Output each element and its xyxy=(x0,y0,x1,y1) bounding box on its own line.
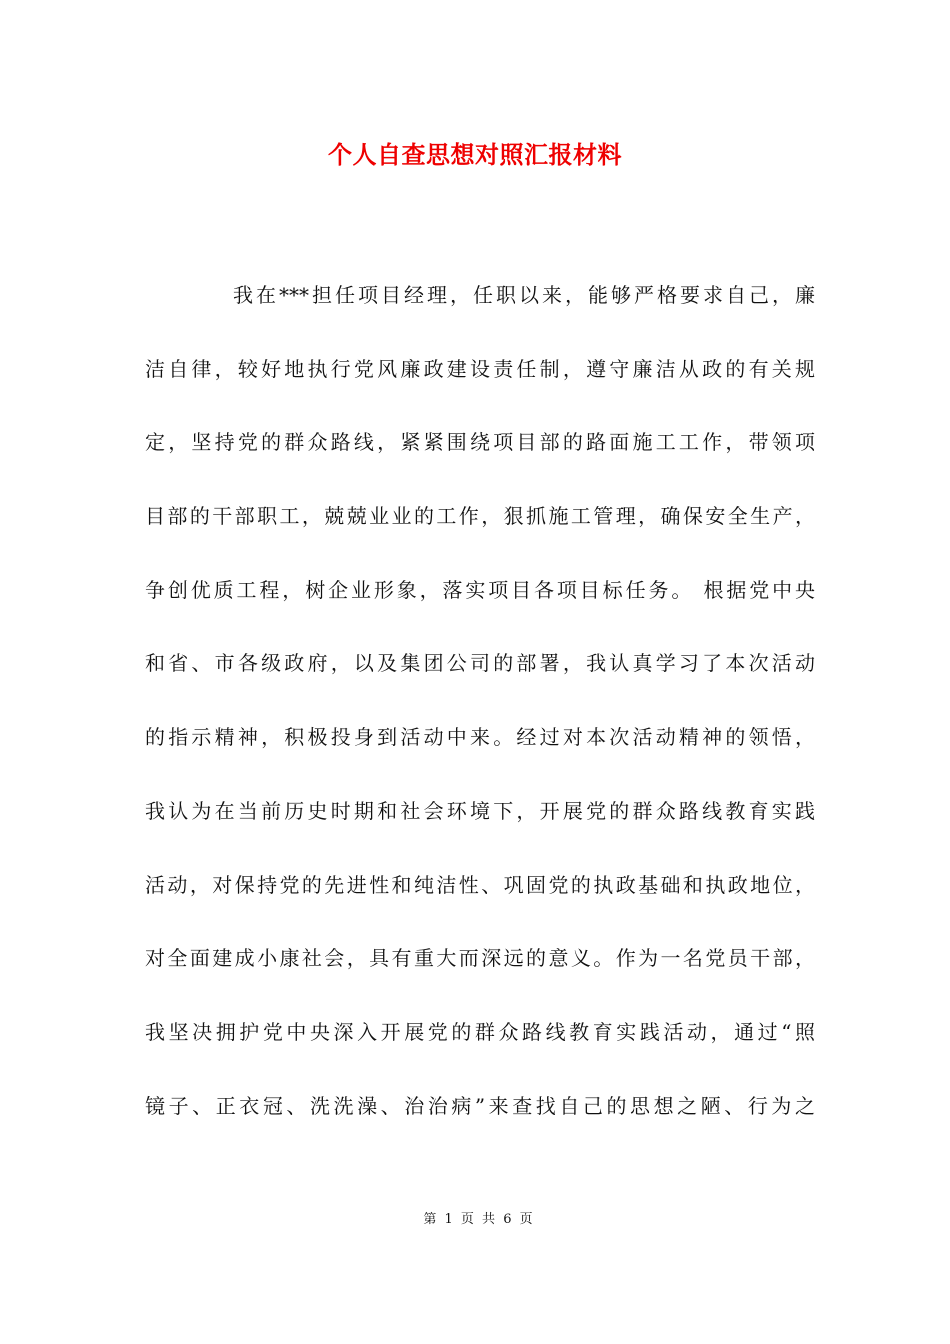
body-line: 镜子、正衣冠、洗洗澡、治治病”来查找自己的思想之陋、行为之 xyxy=(145,1093,815,1118)
body-line: 争创优质工程，树企业形象，落实项目各项目标任务。 根据党中央 xyxy=(145,577,815,602)
body-line: 和省、市各级政府，以及集团公司的部署，我认真学习了本次活动 xyxy=(145,651,815,676)
body-line: 活动，对保持党的先进性和纯洁性、巩固党的执政基础和执政地位， xyxy=(145,872,815,897)
document-title: 个人自查思想对照汇报材料 xyxy=(328,140,622,169)
body-line: 我认为在当前历史时期和社会环境下，开展党的群众路线教育实践 xyxy=(145,798,815,823)
body-line: 定，坚持党的群众路线，紧紧围绕项目部的路面施工工作，带领项 xyxy=(145,430,815,455)
page-number-footer: 第 1 页 共 6 页 xyxy=(423,1212,533,1227)
body-line: 对全面建成小康社会，具有重大而深远的意义。作为一名党员干部， xyxy=(145,946,815,971)
body-line: 洁自律，较好地执行党风廉政建设责任制，遵守廉洁从政的有关规 xyxy=(145,356,815,381)
document-body xyxy=(145,276,815,1160)
body-line: 目部的干部职工，兢兢业业的工作，狠抓施工管理，确保安全生产， xyxy=(145,504,815,529)
body-line: 的指示精神，积极投身到活动中来。经过对本次活动精神的领悟， xyxy=(145,725,815,750)
body-line: 我坚决拥护党中央深入开展党的群众路线教育实践活动，通过“照 xyxy=(145,1019,815,1044)
body-line: 我在***担任项目经理，任职以来，能够严格要求自己，廉 xyxy=(233,283,815,307)
